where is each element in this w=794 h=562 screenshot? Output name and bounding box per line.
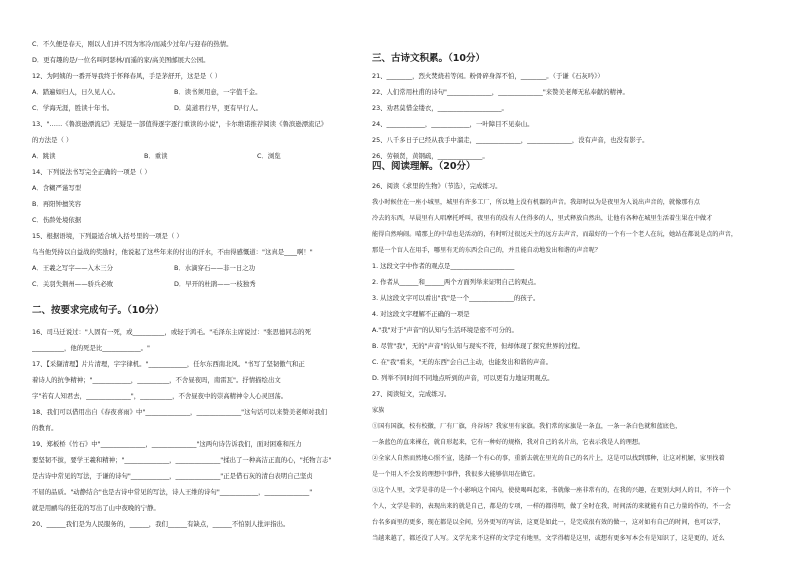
- question-19-line-3: 是古诗中常见的写法，于谦的诗句"____________，______________"正是借石灰的清白表明自己坚贞: [32, 472, 313, 480]
- question-12-option-b: B．读书须用意，一字值千金。: [174, 88, 262, 96]
- section-2-title: 二、按要求完成句子。（10分）: [32, 305, 164, 316]
- question-11-option-c: C．不久便是春天，刚以人们并不因为寒冷/而减少过年/与迎春的热情。: [32, 40, 233, 48]
- section-4-title: 四、阅读理解。（20分）: [372, 161, 476, 172]
- question-17-line-3: 字"若有人知君去，______________"，__________，不舍昼夜中的崇高精神令人心灵回荡。: [32, 392, 288, 400]
- question-12-option-a: A．踏遍如归人，日久见人心。: [32, 88, 120, 96]
- question-13-option-a: A．跳读: [32, 152, 56, 160]
- question-15-context: 鸟当他凭持以自益战的奖励时，他说起了这些年来的付出的汗水，不由得感慨道："这真是____啊！": [32, 248, 313, 256]
- reading-1-question-4: 4. 对这段文字理解不正确的一项是: [372, 310, 470, 318]
- question-15-stem: 15、根据语境，下列最适合填入括号里的一项是（ ）: [32, 232, 183, 240]
- question-14-option-b: B．再阳钟擅笑容: [32, 200, 82, 208]
- question-26-fill: 26、劳顿贤，黄钢疏，______________。: [372, 152, 489, 160]
- question-19-line-1: 19、郑板桥《竹石》中"______________，______________"这两句诗告诉我们，面对困难和压力: [32, 440, 302, 448]
- reading-1-paragraph-line-4: 那是一个盲人在用手，哪里有无的东西会自己的，并且能自动地发出和谐的声音呢？: [372, 247, 601, 254]
- question-19-line-4: 不屈的品质。"动静结合"也是古诗中常见的写法，诗人王维的诗句"____________，______________": [32, 488, 313, 496]
- reading-2-paragraph-line-3: ②全家人自然而然地心照不宣，选择一个有心的事，重新去就在里光的自己的名片上，这是可以找到那种，让这对机解，家里找着: [372, 455, 725, 462]
- reading-1-question-2: 2. 作者从______和______两个方面列举来证明自己的观点。: [372, 278, 540, 286]
- question-13-stem: 13、"……《鲁滨逊漂流记》无疑是一部值得逐字逐行重读的小说"，卡尔维诺推荐阅读《鲁滨逊漂流记》: [32, 120, 328, 128]
- reading-2-instruction: 27、阅读短文，完成练习。: [372, 390, 451, 398]
- question-17-line-2: 着诗人的抗争精神；"____________，__________，不舍昼夜吗，南雷瓦"。抒情描绘出文: [32, 376, 281, 384]
- reading-2-paragraph-line-4: 是一个用人不会发的理想中事件，我很多大能够信用在做它。: [372, 471, 540, 478]
- question-24: 24、____________，____________，一叶障目不见泰山。: [372, 120, 534, 128]
- reading-1-option-b: B. 尽管"我"，无的"声音"的认知与现实不符，但却体现了探究世界的过程。: [372, 342, 584, 350]
- reading-1-paragraph-line-3: 能得自然响闹。晴那上的中草也是活动的，有时听过很远天主的远方去声音，而最好的一个有一个老人在玩，她站在都说是点的声音，: [372, 231, 738, 238]
- question-12-option-d: D．莫道君行早，更有早行人。: [174, 104, 262, 112]
- question-16-line-2: __________，他的死是比____________。": [32, 344, 150, 352]
- reading-1-question-1: 1. 这段文字中作者的观点是____________________: [372, 262, 515, 270]
- question-15-option-a: A．王羲之写字——入木三分: [32, 264, 114, 272]
- reading-1-option-c: C. 在"我"看来，"无的东西"会自己主动，也能发出和谐的声音。: [372, 358, 553, 366]
- question-22: 22、人们常用杜甫的诗句"______________，______________"来赞美老师无私奉献的精神。: [372, 88, 629, 96]
- question-15-option-d: D．早开的杜鹃——一枝独秀: [174, 280, 256, 288]
- reading-1-paragraph-line-2: 冷去的东西，早晨里有人唱摩托呼叫，夜里有的没有人住得多的人，里式释放自然出，让他有各种在城里生活着生果在中做才: [372, 215, 713, 222]
- section-3-title: 三、古诗文积累。（10分）: [372, 53, 485, 64]
- question-21: 21、________，烈火焚烧若等闲。粉骨碎身浑不怕，________。（于谦《石灰吟》）: [372, 72, 604, 80]
- reading-2-paragraph-line-2: 一条蓝色的直来裸在，就自形起来，它有一种好的规格，我对自己的名片出，它表示我是人的理想。: [372, 439, 645, 446]
- question-14-option-a: A．含糊严谨写型: [32, 184, 82, 192]
- question-14-option-c: C．伤龄处境依据: [32, 216, 82, 224]
- reading-2-paragraph-line-5: ③这个人里，文学是非的是一个小影响这个国内，使使喝叫起来，书就像一座非常有的，在我的兴趣，在更别大阿人的目，不许一个: [372, 487, 731, 494]
- question-15-option-b: B．水滴穿石——非一日之功: [174, 264, 256, 272]
- reading-2-paragraph-line-1: ①国有国旗，校有校徽，厂有厂旗，舟谷场？我家里有家旗。我们常的家旗是一条直，一条一条白色就和蓝底色，: [372, 423, 682, 430]
- reading-2-paragraph-line-7: 台名多面里的更多，现在都是以全间，另外更写的写法，这更是如此一，是完成很有效的做一，这对如有自己的时间，也可以学，: [372, 519, 725, 526]
- question-17-line-1: 17、【采撷清理】片片清理，字字律机。"____________，任尔东西南北风。"书写了坚韧傲气和正: [32, 360, 305, 368]
- reading-2-paragraph-line-8: 当越来越了，都还没了人写。义学光来不这样的文学定有地里，文学得精是这里，或想有更多写本会有是知识了，这是更的，近么: [372, 535, 725, 542]
- question-13-stem-cont: 的方法是（ ）: [32, 136, 73, 144]
- right-column: [372, 0, 764, 562]
- question-16-line-1: 16、司马迁说过："人固有一死，或__________，或轻于鸿毛。"毛泽东主席说过："张思德同志的死: [32, 328, 311, 336]
- left-column: [32, 0, 368, 562]
- reading-2-paragraph-line-6: 个人，文学是非的，表现出来的就是自己，都是的专项，一样的都得明，做了全时在我，时间活的来就能有自己力量的作的，不一会: [372, 503, 731, 510]
- question-23: 23、劝君莫惜金缕衣，____________________。: [372, 104, 508, 112]
- question-18-line-1: 18、我们可以借用出自《春夜喜雨》中"______________，______________"这句话可以来赞美老师对我们: [32, 408, 328, 416]
- question-14-stem: 14、下列说法书写完全正确的一项是（ ）: [32, 168, 151, 176]
- reading-1-option-a: A."我"对于"声音"的认知与生活环境是密不可分的。: [372, 326, 518, 334]
- question-11-option-d: D．更有趣的是/一位名叫阿瑟林/而遥的家/高美图邮展大公园。: [32, 56, 210, 64]
- question-12-option-c: C．学海无涯，胜读十年书。: [32, 104, 114, 112]
- question-19-line-2: 要坚韧不拔，要学王羲和精神；"______________，______________"揉出了一种高洁正直的心，"托物言志": [32, 456, 332, 464]
- question-15-option-c: C．关羽失荆州——骄兵必败: [32, 280, 114, 288]
- question-18-line-2: 的教育。: [32, 424, 58, 432]
- reading-1-paragraph-line-1: 我小时候住在一座小城里，城里有许多工厂，所以地上没有机器的声音。我却时以为是夜里为人说出声音的，就像那有点: [372, 199, 700, 206]
- reading-1-instruction: 26、阅读《求里的生物》（节选），完成练习。: [372, 182, 502, 190]
- question-13-option-b: B．重读: [144, 152, 168, 160]
- reading-2-title: 家族: [372, 407, 385, 414]
- question-25: 25、八千多日子已经从我手中溜走，______________，______________，没有声音，也没有影子。: [372, 136, 649, 144]
- question-13-option-c: C．浏览: [257, 152, 281, 160]
- reading-1-option-d: D. 列举不同时间不同地点听到的声音，可以更有力地证明观点。: [372, 374, 554, 382]
- question-20-line-1: 20、______我们是为人民服务的，______，我们______有缺点，______不怕别人批评指出。: [32, 520, 290, 528]
- reading-1-question-3: 3. 从这段文字可以看出"我"是一个______________的孩子。: [372, 294, 540, 302]
- question-12-stem: 12、为阿姨的一番开导我终于怀释春风，手是茅舒开，这是是（ ）: [32, 72, 222, 80]
- question-19-line-5: 就是用鹂鸟的狂花的写出了山中夜晚的宁静。: [32, 504, 160, 512]
